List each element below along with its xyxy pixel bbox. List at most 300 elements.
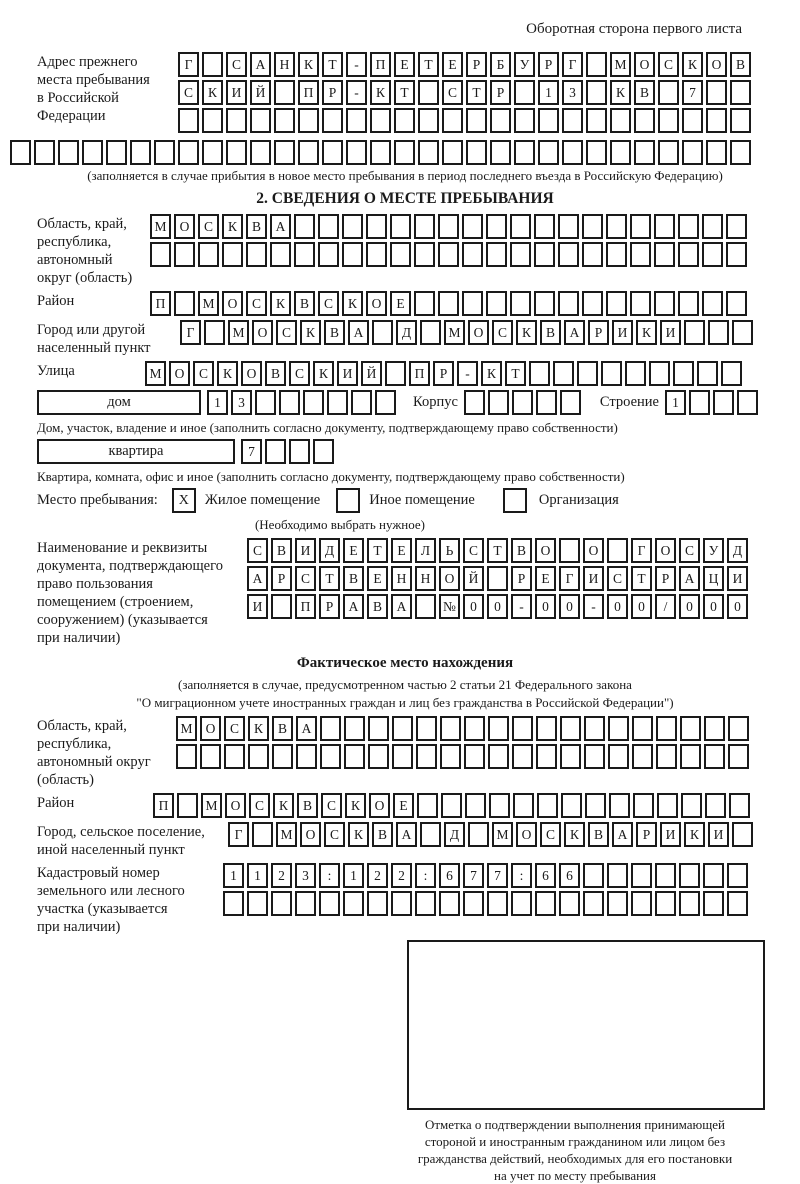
char-cell[interactable]: Д — [319, 538, 340, 563]
char-cell[interactable] — [681, 793, 702, 818]
char-cell[interactable] — [658, 140, 679, 165]
char-cell[interactable] — [488, 716, 509, 741]
char-cell[interactable] — [514, 108, 535, 133]
char-cell[interactable]: В — [367, 594, 388, 619]
char-cell[interactable] — [706, 140, 727, 165]
char-cell[interactable] — [440, 716, 461, 741]
char-cell[interactable] — [366, 242, 387, 267]
char-cell[interactable]: Ц — [703, 566, 724, 591]
char-cell[interactable]: П — [150, 291, 171, 316]
char-cell[interactable] — [106, 140, 127, 165]
char-cell[interactable]: И — [247, 594, 268, 619]
char-cell[interactable] — [704, 744, 725, 769]
char-cell[interactable]: Р — [588, 320, 609, 345]
char-cell[interactable] — [679, 891, 700, 916]
char-cell[interactable]: С — [226, 52, 247, 77]
char-cell[interactable]: В — [271, 538, 292, 563]
char-cell[interactable]: А — [250, 52, 271, 77]
char-cell[interactable] — [634, 140, 655, 165]
char-cell[interactable] — [265, 439, 286, 464]
char-cell[interactable] — [512, 390, 533, 415]
char-cell[interactable] — [534, 291, 555, 316]
char-cell[interactable] — [558, 214, 579, 239]
char-cell[interactable]: О — [169, 361, 190, 386]
char-cell[interactable] — [721, 361, 742, 386]
char-cell[interactable] — [673, 361, 694, 386]
char-cell[interactable]: Ь — [439, 538, 460, 563]
checkbox-organization[interactable] — [503, 488, 527, 513]
char-cell[interactable]: 1 — [207, 390, 228, 415]
char-cell[interactable]: В — [540, 320, 561, 345]
char-cell[interactable] — [178, 108, 199, 133]
char-cell[interactable] — [414, 291, 435, 316]
char-cell[interactable] — [513, 793, 534, 818]
char-cell[interactable] — [586, 80, 607, 105]
char-cell[interactable] — [418, 108, 439, 133]
char-cell[interactable] — [582, 214, 603, 239]
apartment-box[interactable]: квартира — [37, 439, 235, 464]
char-cell[interactable] — [680, 716, 701, 741]
char-cell[interactable] — [490, 108, 511, 133]
char-cell[interactable] — [222, 242, 243, 267]
char-cell[interactable]: В — [343, 566, 364, 591]
char-cell[interactable] — [630, 214, 651, 239]
char-cell[interactable]: Е — [391, 538, 412, 563]
char-cell[interactable] — [512, 744, 533, 769]
char-cell[interactable] — [442, 140, 463, 165]
char-cell[interactable]: Г — [631, 538, 652, 563]
char-cell[interactable] — [487, 891, 508, 916]
char-cell[interactable] — [727, 891, 748, 916]
char-cell[interactable]: М — [201, 793, 222, 818]
char-cell[interactable]: А — [270, 214, 291, 239]
char-cell[interactable] — [414, 242, 435, 267]
char-cell[interactable] — [415, 891, 436, 916]
char-cell[interactable]: Т — [487, 538, 508, 563]
char-cell[interactable]: Е — [442, 52, 463, 77]
char-cell[interactable]: К — [564, 822, 585, 847]
char-cell[interactable]: И — [295, 538, 316, 563]
char-cell[interactable] — [654, 214, 675, 239]
char-cell[interactable] — [462, 214, 483, 239]
char-cell[interactable]: В — [588, 822, 609, 847]
char-cell[interactable]: Р — [271, 566, 292, 591]
char-cell[interactable]: : — [511, 863, 532, 888]
char-cell[interactable]: О — [252, 320, 273, 345]
char-cell[interactable]: Й — [463, 566, 484, 591]
char-cell[interactable] — [510, 291, 531, 316]
char-cell[interactable] — [512, 716, 533, 741]
char-cell[interactable] — [327, 390, 348, 415]
char-cell[interactable] — [34, 140, 55, 165]
char-cell[interactable] — [488, 744, 509, 769]
char-cell[interactable] — [248, 744, 269, 769]
char-cell[interactable] — [439, 891, 460, 916]
char-cell[interactable] — [440, 744, 461, 769]
char-cell[interactable] — [392, 716, 413, 741]
char-cell[interactable] — [487, 566, 508, 591]
char-cell[interactable] — [246, 242, 267, 267]
char-cell[interactable]: С — [198, 214, 219, 239]
char-cell[interactable] — [486, 242, 507, 267]
char-cell[interactable]: 1 — [223, 863, 244, 888]
char-cell[interactable] — [420, 320, 441, 345]
char-cell[interactable]: М — [150, 214, 171, 239]
char-cell[interactable] — [202, 140, 223, 165]
char-cell[interactable] — [438, 242, 459, 267]
char-cell[interactable]: К — [270, 291, 291, 316]
char-cell[interactable]: Г — [180, 320, 201, 345]
char-cell[interactable] — [558, 242, 579, 267]
char-cell[interactable]: П — [153, 793, 174, 818]
char-cell[interactable] — [250, 140, 271, 165]
char-cell[interactable]: 0 — [727, 594, 748, 619]
char-cell[interactable] — [441, 793, 462, 818]
char-cell[interactable] — [466, 108, 487, 133]
char-cell[interactable] — [606, 242, 627, 267]
char-cell[interactable] — [274, 80, 295, 105]
char-cell[interactable]: - — [457, 361, 478, 386]
char-cell[interactable]: 6 — [559, 863, 580, 888]
char-cell[interactable]: И — [660, 822, 681, 847]
char-cell[interactable] — [537, 793, 558, 818]
char-cell[interactable]: 7 — [487, 863, 508, 888]
char-cell[interactable]: - — [583, 594, 604, 619]
char-cell[interactable] — [726, 242, 747, 267]
char-cell[interactable] — [224, 744, 245, 769]
char-cell[interactable]: Т — [505, 361, 526, 386]
char-cell[interactable]: К — [298, 52, 319, 77]
char-cell[interactable] — [610, 108, 631, 133]
char-cell[interactable] — [514, 140, 535, 165]
char-cell[interactable] — [463, 891, 484, 916]
char-cell[interactable]: Р — [322, 80, 343, 105]
char-cell[interactable] — [385, 361, 406, 386]
char-cell[interactable]: № — [439, 594, 460, 619]
char-cell[interactable] — [58, 140, 79, 165]
char-cell[interactable] — [585, 793, 606, 818]
char-cell[interactable]: Г — [562, 52, 583, 77]
char-cell[interactable]: О — [300, 822, 321, 847]
char-cell[interactable]: Т — [394, 80, 415, 105]
char-cell[interactable]: 3 — [295, 863, 316, 888]
char-cell[interactable] — [538, 140, 559, 165]
char-cell[interactable] — [577, 361, 598, 386]
char-cell[interactable]: 2 — [367, 863, 388, 888]
char-cell[interactable]: : — [415, 863, 436, 888]
char-cell[interactable]: Р — [490, 80, 511, 105]
char-cell[interactable]: И — [727, 566, 748, 591]
char-cell[interactable]: Т — [466, 80, 487, 105]
char-cell[interactable]: Т — [631, 566, 652, 591]
char-cell[interactable]: С — [607, 566, 628, 591]
char-cell[interactable] — [702, 291, 723, 316]
char-cell[interactable] — [560, 744, 581, 769]
char-cell[interactable] — [438, 214, 459, 239]
char-cell[interactable] — [728, 744, 749, 769]
char-cell[interactable] — [657, 793, 678, 818]
char-cell[interactable] — [656, 716, 677, 741]
char-cell[interactable]: О — [516, 822, 537, 847]
char-cell[interactable] — [607, 538, 628, 563]
char-cell[interactable] — [342, 242, 363, 267]
char-cell[interactable]: М — [176, 716, 197, 741]
char-cell[interactable] — [682, 108, 703, 133]
char-cell[interactable]: А — [612, 822, 633, 847]
checkbox-residential[interactable]: X — [172, 488, 196, 513]
char-cell[interactable] — [536, 744, 557, 769]
char-cell[interactable]: Б — [490, 52, 511, 77]
char-cell[interactable]: А — [396, 822, 417, 847]
char-cell[interactable]: 7 — [241, 439, 262, 464]
char-cell[interactable]: Д — [396, 320, 417, 345]
char-cell[interactable] — [586, 140, 607, 165]
char-cell[interactable] — [535, 891, 556, 916]
char-cell[interactable] — [200, 744, 221, 769]
char-cell[interactable] — [732, 320, 753, 345]
char-cell[interactable] — [296, 744, 317, 769]
house-box[interactable]: дом — [37, 390, 201, 415]
char-cell[interactable] — [298, 140, 319, 165]
char-cell[interactable]: О — [634, 52, 655, 77]
char-cell[interactable] — [631, 891, 652, 916]
char-cell[interactable] — [343, 891, 364, 916]
char-cell[interactable]: В — [272, 716, 293, 741]
char-cell[interactable] — [562, 108, 583, 133]
char-cell[interactable]: О — [200, 716, 221, 741]
char-cell[interactable] — [394, 108, 415, 133]
char-cell[interactable] — [462, 242, 483, 267]
char-cell[interactable] — [654, 291, 675, 316]
char-cell[interactable] — [630, 242, 651, 267]
char-cell[interactable]: И — [337, 361, 358, 386]
char-cell[interactable]: В — [730, 52, 751, 77]
char-cell[interactable]: Е — [535, 566, 556, 591]
char-cell[interactable]: 0 — [631, 594, 652, 619]
char-cell[interactable]: Р — [538, 52, 559, 77]
char-cell[interactable] — [226, 108, 247, 133]
char-cell[interactable]: А — [296, 716, 317, 741]
char-cell[interactable]: К — [202, 80, 223, 105]
char-cell[interactable]: Г — [228, 822, 249, 847]
char-cell[interactable] — [702, 242, 723, 267]
char-cell[interactable] — [582, 291, 603, 316]
char-cell[interactable] — [536, 716, 557, 741]
char-cell[interactable]: 2 — [391, 863, 412, 888]
char-cell[interactable] — [226, 140, 247, 165]
char-cell[interactable]: О — [174, 214, 195, 239]
char-cell[interactable]: Л — [415, 538, 436, 563]
char-cell[interactable] — [534, 242, 555, 267]
char-cell[interactable] — [174, 291, 195, 316]
char-cell[interactable]: П — [409, 361, 430, 386]
char-cell[interactable]: Е — [343, 538, 364, 563]
char-cell[interactable] — [318, 242, 339, 267]
char-cell[interactable] — [703, 863, 724, 888]
char-cell[interactable]: К — [217, 361, 238, 386]
char-cell[interactable] — [682, 140, 703, 165]
char-cell[interactable] — [655, 891, 676, 916]
char-cell[interactable]: К — [684, 822, 705, 847]
char-cell[interactable]: 6 — [439, 863, 460, 888]
char-cell[interactable]: 0 — [487, 594, 508, 619]
char-cell[interactable] — [390, 242, 411, 267]
char-cell[interactable]: 0 — [535, 594, 556, 619]
char-cell[interactable]: И — [708, 822, 729, 847]
char-cell[interactable]: Е — [393, 793, 414, 818]
char-cell[interactable]: 7 — [682, 80, 703, 105]
char-cell[interactable] — [250, 108, 271, 133]
char-cell[interactable] — [223, 891, 244, 916]
char-cell[interactable] — [610, 140, 631, 165]
char-cell[interactable] — [697, 361, 718, 386]
char-cell[interactable] — [391, 891, 412, 916]
char-cell[interactable]: Т — [367, 538, 388, 563]
char-cell[interactable]: С — [289, 361, 310, 386]
char-cell[interactable] — [322, 140, 343, 165]
char-cell[interactable] — [294, 214, 315, 239]
char-cell[interactable] — [344, 716, 365, 741]
char-cell[interactable] — [583, 891, 604, 916]
char-cell[interactable] — [510, 242, 531, 267]
char-cell[interactable]: К — [345, 793, 366, 818]
char-cell[interactable]: Й — [250, 80, 271, 105]
char-cell[interactable]: С — [658, 52, 679, 77]
char-cell[interactable] — [372, 320, 393, 345]
char-cell[interactable]: 7 — [463, 863, 484, 888]
char-cell[interactable] — [558, 291, 579, 316]
char-cell[interactable]: А — [247, 566, 268, 591]
char-cell[interactable]: К — [481, 361, 502, 386]
char-cell[interactable] — [538, 108, 559, 133]
char-cell[interactable] — [606, 291, 627, 316]
char-cell[interactable] — [464, 716, 485, 741]
char-cell[interactable] — [486, 214, 507, 239]
char-cell[interactable] — [654, 242, 675, 267]
char-cell[interactable]: К — [348, 822, 369, 847]
char-cell[interactable]: Н — [415, 566, 436, 591]
char-cell[interactable]: П — [370, 52, 391, 77]
char-cell[interactable] — [656, 744, 677, 769]
char-cell[interactable] — [464, 744, 485, 769]
char-cell[interactable]: М — [444, 320, 465, 345]
char-cell[interactable]: Р — [511, 566, 532, 591]
char-cell[interactable] — [737, 390, 758, 415]
char-cell[interactable] — [320, 716, 341, 741]
char-cell[interactable] — [202, 108, 223, 133]
char-cell[interactable] — [609, 793, 630, 818]
char-cell[interactable]: 1 — [538, 80, 559, 105]
char-cell[interactable]: А — [348, 320, 369, 345]
char-cell[interactable] — [630, 291, 651, 316]
char-cell[interactable] — [713, 390, 734, 415]
char-cell[interactable] — [318, 214, 339, 239]
char-cell[interactable] — [705, 793, 726, 818]
char-cell[interactable] — [486, 291, 507, 316]
char-cell[interactable] — [176, 744, 197, 769]
char-cell[interactable] — [416, 744, 437, 769]
char-cell[interactable] — [466, 140, 487, 165]
char-cell[interactable]: И — [226, 80, 247, 105]
char-cell[interactable] — [678, 214, 699, 239]
char-cell[interactable] — [553, 361, 574, 386]
char-cell[interactable]: В — [265, 361, 286, 386]
char-cell[interactable] — [561, 793, 582, 818]
char-cell[interactable] — [586, 52, 607, 77]
char-cell[interactable] — [416, 716, 437, 741]
char-cell[interactable] — [584, 716, 605, 741]
char-cell[interactable]: Р — [319, 594, 340, 619]
char-cell[interactable]: Р — [636, 822, 657, 847]
char-cell[interactable] — [529, 361, 550, 386]
char-cell[interactable]: Н — [274, 52, 295, 77]
char-cell[interactable]: 1 — [665, 390, 686, 415]
char-cell[interactable]: 3 — [231, 390, 252, 415]
char-cell[interactable]: В — [246, 214, 267, 239]
char-cell[interactable] — [730, 80, 751, 105]
char-cell[interactable]: С — [178, 80, 199, 105]
char-cell[interactable] — [351, 390, 372, 415]
char-cell[interactable] — [367, 891, 388, 916]
char-cell[interactable] — [346, 140, 367, 165]
char-cell[interactable] — [608, 744, 629, 769]
char-cell[interactable] — [366, 214, 387, 239]
char-cell[interactable]: К — [248, 716, 269, 741]
char-cell[interactable] — [198, 242, 219, 267]
char-cell[interactable] — [468, 822, 489, 847]
char-cell[interactable]: К — [636, 320, 657, 345]
char-cell[interactable]: П — [295, 594, 316, 619]
char-cell[interactable] — [322, 108, 343, 133]
char-cell[interactable] — [420, 822, 441, 847]
checkbox-other-premises[interactable] — [336, 488, 360, 513]
char-cell[interactable] — [684, 320, 705, 345]
char-cell[interactable] — [271, 891, 292, 916]
char-cell[interactable]: Н — [391, 566, 412, 591]
char-cell[interactable] — [154, 140, 175, 165]
char-cell[interactable]: Е — [394, 52, 415, 77]
char-cell[interactable]: О — [222, 291, 243, 316]
char-cell[interactable] — [368, 744, 389, 769]
char-cell[interactable]: Е — [367, 566, 388, 591]
char-cell[interactable] — [534, 214, 555, 239]
char-cell[interactable]: О — [655, 538, 676, 563]
char-cell[interactable] — [634, 108, 655, 133]
char-cell[interactable] — [255, 390, 276, 415]
char-cell[interactable]: - — [346, 52, 367, 77]
char-cell[interactable]: Й — [361, 361, 382, 386]
char-cell[interactable] — [730, 108, 751, 133]
char-cell[interactable] — [438, 291, 459, 316]
char-cell[interactable]: М — [276, 822, 297, 847]
char-cell[interactable] — [464, 390, 485, 415]
char-cell[interactable]: 2 — [271, 863, 292, 888]
char-cell[interactable]: С — [442, 80, 463, 105]
char-cell[interactable]: / — [655, 594, 676, 619]
char-cell[interactable] — [177, 793, 198, 818]
char-cell[interactable]: В — [372, 822, 393, 847]
char-cell[interactable]: Е — [390, 291, 411, 316]
char-cell[interactable] — [607, 891, 628, 916]
char-cell[interactable]: Д — [444, 822, 465, 847]
char-cell[interactable] — [632, 716, 653, 741]
char-cell[interactable] — [178, 140, 199, 165]
char-cell[interactable]: О — [366, 291, 387, 316]
char-cell[interactable]: Т — [319, 566, 340, 591]
char-cell[interactable] — [704, 716, 725, 741]
char-cell[interactable]: К — [273, 793, 294, 818]
char-cell[interactable]: М — [610, 52, 631, 77]
